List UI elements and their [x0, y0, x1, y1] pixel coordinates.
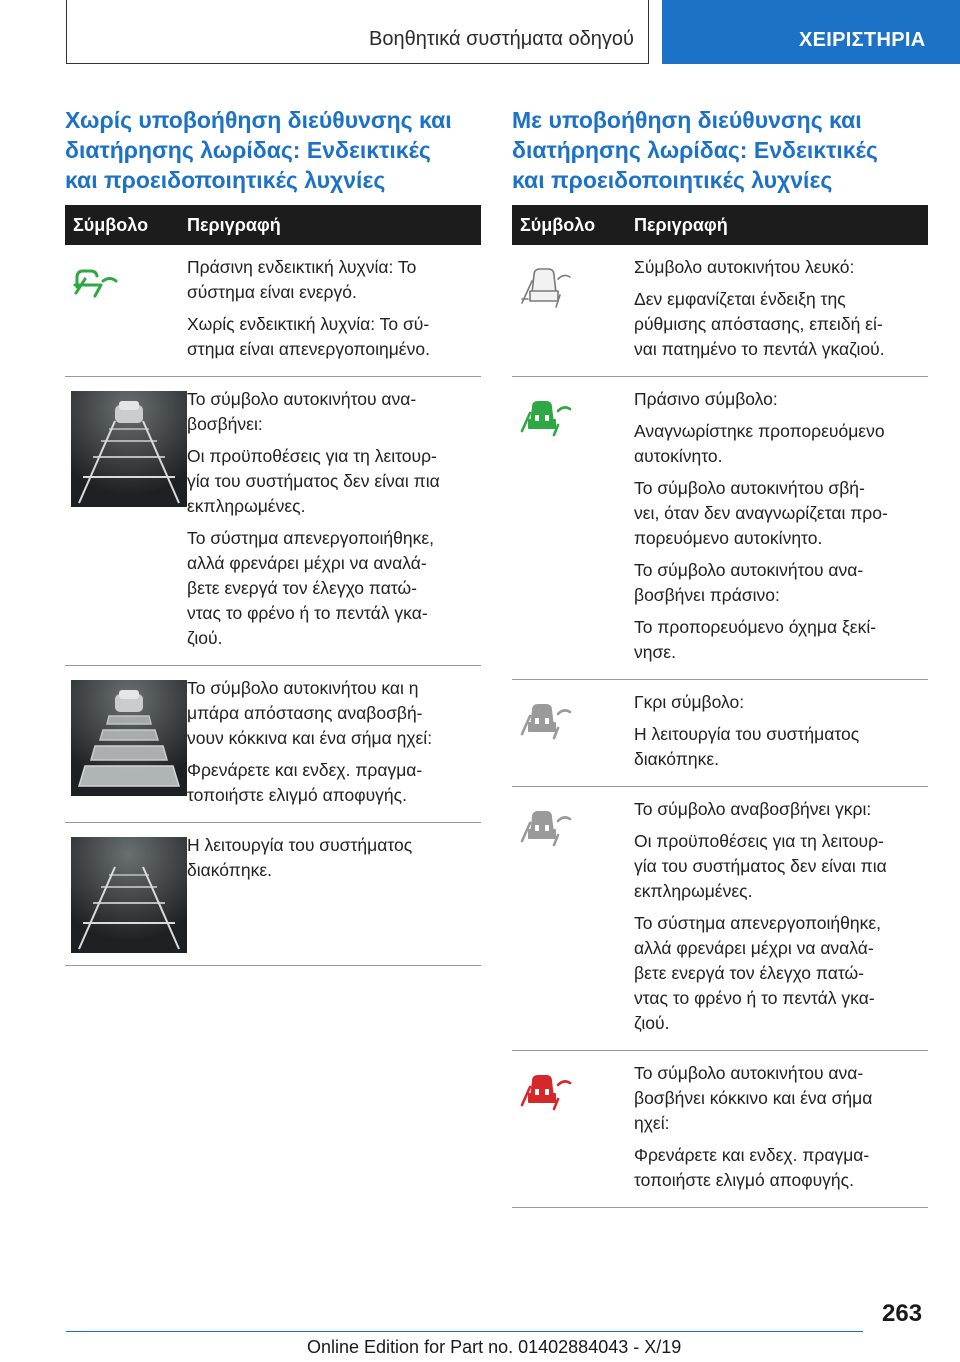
desc-line: Δεν εμφανίζεται ένδειξη της: [634, 289, 846, 309]
desc-line: πορευόμενο αυτοκίνητο.: [634, 528, 823, 548]
row-description: [187, 676, 481, 808]
desc-line: γία του συστήματος δεν είναι πια: [187, 471, 440, 491]
right-title-line: και προειδοποιητικές λυχνίες: [512, 167, 833, 193]
table-row: [512, 680, 928, 787]
desc-line: διακόπηκε.: [187, 860, 272, 880]
table-row: [65, 823, 481, 966]
desc-line: Οι προϋποθέσεις για τη λειτουρ-: [187, 446, 437, 466]
desc-line: ντας το φρένο ή το πεντάλ γκα-: [634, 988, 875, 1008]
desc-line: Οι προϋποθέσεις για τη λειτουρ-: [634, 831, 884, 851]
desc-line: ρύθμισης απόστασης, επειδή εί-: [634, 314, 883, 334]
desc-line: τοποιήστε ελιγμό αποφυγής.: [187, 785, 407, 805]
table-row: [512, 377, 928, 680]
desc-line: βετε ενεργά τον έλεγχο πατώ-: [187, 578, 418, 598]
hud-car-lanes-icon: [65, 387, 187, 651]
desc-line: Γκρι σύμβολο:: [634, 692, 745, 712]
col-symbol-header: Σύμβολο: [73, 214, 149, 235]
table-row: [65, 666, 481, 823]
row-description: [187, 833, 481, 953]
right-table-header: [512, 205, 928, 245]
desc-line: διακόπηκε.: [634, 749, 719, 769]
desc-line: Το προπορευόμενο όχημα ξεκί-: [634, 617, 877, 637]
car-symbol-white-icon: [512, 255, 634, 362]
desc-line: στημα είναι απενεργοποιημένο.: [187, 339, 430, 359]
desc-line: Το σύστημα απενεργοποιήθηκε,: [634, 913, 882, 933]
desc-line: νησε.: [634, 642, 676, 662]
left-column: [65, 100, 481, 966]
desc-line: ζιού.: [187, 628, 223, 648]
desc-line: βοσβήνει πράσινο:: [634, 585, 780, 605]
right-column: [512, 100, 928, 1208]
desc-line: Η λειτουργία του συστήματος: [634, 724, 860, 744]
left-title-line: διατήρησης λωρίδας: Ενδεικτικές: [65, 137, 431, 163]
desc-line: Σύμβολο αυτοκινήτου λευκό:: [634, 257, 855, 277]
left-title-line: Χωρίς υποβοήθηση διεύθυνσης και: [65, 107, 452, 133]
row-description: [187, 387, 481, 651]
desc-line: Πράσινη ενδεικτική λυχνία: Το: [187, 257, 417, 277]
table-row: [65, 377, 481, 666]
footer-divider: [66, 1331, 863, 1332]
right-title-line: διατήρησης λωρίδας: Ενδεικτικές: [512, 137, 878, 163]
left-table-header: [65, 205, 481, 245]
desc-line: σύστημα είναι ενεργό.: [187, 282, 357, 302]
car-symbol-green-icon: [512, 387, 634, 665]
desc-line: νουν κόκκινα και ένα σήμα ηχεί:: [187, 728, 433, 748]
desc-line: Φρενάρετε και ενδεχ. πραγμα-: [187, 760, 423, 780]
right-section-title: [512, 100, 928, 205]
header-section-title: Βοηθητικά συστήματα οδηγού: [369, 28, 634, 50]
desc-line: τοποιήστε ελιγμό αποφυγής.: [634, 1170, 854, 1190]
table-row: [65, 245, 481, 377]
header-section-box: [66, 0, 649, 64]
desc-line: Το σύμβολο αυτοκινήτου σβή-: [634, 478, 865, 498]
desc-line: μπάρα απόστασης αναβοσβή-: [187, 703, 423, 723]
hud-lanes-only-icon: [65, 833, 187, 953]
right-title-line: Με υποβοήθηση διεύθυνσης και: [512, 107, 862, 133]
desc-line: Η λειτουργία του συστήματος: [187, 835, 413, 855]
desc-line: βετε ενεργά τον έλεγχο πατώ-: [634, 963, 865, 983]
desc-line: Το σύμβολο αναβοσβήνει γκρι:: [634, 799, 872, 819]
header-chapter-tab[interactable]: ΧΕΙΡΙΣΤΗΡΙΑ: [662, 0, 960, 64]
desc-line: εκπληρωμένες.: [634, 881, 753, 901]
desc-line: Το σύμβολο αυτοκινήτου ανα-: [634, 560, 864, 580]
desc-line: αλλά φρενάρει μέχρι να αναλά-: [634, 938, 874, 958]
desc-line: νει, όταν δεν αναγνωρίζεται προ-: [634, 503, 888, 523]
car-symbol-gray-flashing-icon: [512, 797, 634, 1036]
col-description-header: Περιγραφή: [634, 214, 728, 235]
table-row: [512, 787, 928, 1051]
desc-line: Αναγνωρίστηκε προπορευόμενο: [634, 421, 885, 441]
desc-line: ναι πατημένο το πεντάλ γκαζιού.: [634, 339, 885, 359]
row-description: [634, 797, 928, 1036]
row-description: [187, 255, 481, 362]
desc-line: ντας το φρένο ή το πεντάλ γκα-: [187, 603, 428, 623]
desc-line: εκπληρωμένες.: [187, 496, 306, 516]
desc-line: ηχεί:: [634, 1113, 670, 1133]
desc-line: Πράσινο σύμβολο:: [634, 389, 778, 409]
car-symbol-gray-icon: [512, 690, 634, 772]
desc-line: αυτοκίνητο.: [634, 446, 723, 466]
desc-line: Φρενάρετε και ενδεχ. πραγμα-: [634, 1145, 870, 1165]
table-row: [512, 245, 928, 377]
desc-line: ζιού.: [634, 1013, 670, 1033]
desc-line: αλλά φρενάρει μέχρι να αναλά-: [187, 553, 427, 573]
desc-line: Χωρίς ενδεικτική λυχνία: Το σύ-: [187, 314, 430, 334]
desc-line: Το σύμβολο αυτοκινήτου και η: [187, 678, 419, 698]
table-row: [512, 1051, 928, 1208]
car-symbol-red-icon: [512, 1061, 634, 1193]
desc-line: Το σύμβολο αυτοκινήτου ανα-: [187, 389, 417, 409]
hud-car-distance-bars-icon: [65, 676, 187, 808]
page-number: 263: [882, 1300, 923, 1327]
col-symbol-header: Σύμβολο: [520, 214, 596, 235]
left-indicator-table: [65, 205, 481, 966]
row-description: [634, 690, 928, 772]
row-description: [634, 1061, 928, 1193]
left-section-title: [65, 100, 481, 205]
desc-line: Το σύστημα απενεργοποιήθηκε,: [187, 528, 435, 548]
desc-line: γία του συστήματος δεν είναι πια: [634, 856, 887, 876]
desc-line: βοσβήνει:: [187, 414, 263, 434]
row-description: [634, 255, 928, 362]
lane-keeping-green-icon: [65, 255, 187, 362]
left-title-line: και προειδοποιητικές λυχνίες: [65, 167, 386, 193]
col-description-header: Περιγραφή: [187, 214, 281, 235]
desc-line: Το σύμβολο αυτοκινήτου ανα-: [634, 1063, 864, 1083]
row-description: [634, 387, 928, 665]
footer-edition-text: Online Edition for Part no. 01402884043 - X/19: [307, 1337, 682, 1357]
desc-line: βοσβήνει κόκκινο και ένα σήμα: [634, 1088, 873, 1108]
right-indicator-table: [512, 205, 928, 1208]
